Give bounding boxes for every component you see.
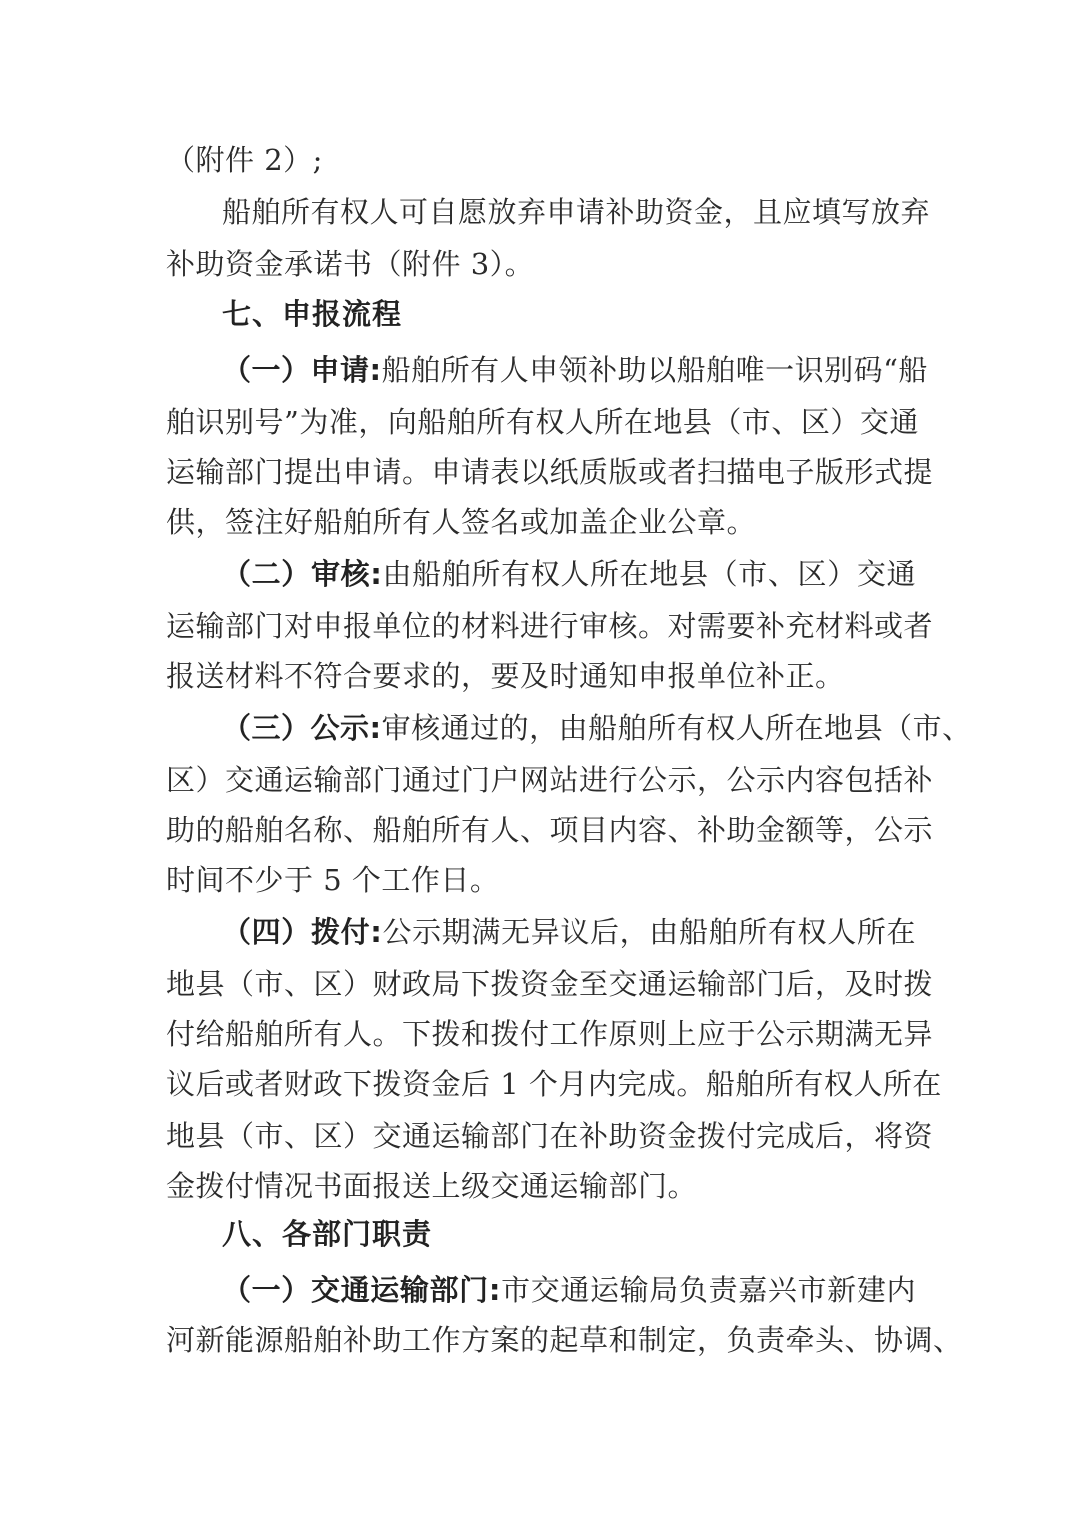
- heading-text: 七、申报流程: [222, 297, 403, 331]
- item-lead: （四）拨付:: [222, 915, 383, 949]
- text-line: [166, 1162, 916, 1210]
- item-lead: （二）审核:: [222, 557, 383, 591]
- line-text: 地县（市、区）财政局下拨资金至交通运输部门后，及时拨: [166, 967, 934, 1001]
- line-text: 船舶所有人申领补助以船舶唯一识别码“船: [381, 353, 928, 387]
- line-text: 金拨付情况书面报送上级交通运输部门。: [166, 1169, 698, 1203]
- text-line: [166, 240, 916, 288]
- line-text: 地县（市、区）交通运输部门在补助资金拨付完成后，将资: [166, 1119, 934, 1153]
- text-line: [166, 652, 916, 700]
- text-line: [166, 806, 934, 854]
- line-text: 付给船舶所有人。下拨和拨付工作原则上应于公示期满无异: [166, 1017, 934, 1051]
- text-line: [166, 602, 934, 650]
- text-line: [166, 1112, 934, 1160]
- line-text: 区）交通运输部门通过门户网站进行公示，公示内容包括补: [166, 763, 934, 797]
- line-text: 助的船舶名称、船舶所有人、项目内容、补助金额等，公示: [166, 813, 934, 847]
- line-text: 审核通过的，由船舶所有权人所在地县（市、: [381, 711, 972, 745]
- line-text: 由船舶所有权人所在地县（市、区）交通: [382, 557, 916, 591]
- text-line: [166, 448, 934, 496]
- line-text: 运输部门提出申请。申请表以纸质版或者扫描电子版形式提: [166, 455, 934, 489]
- item-lead: （三）公示:: [222, 711, 382, 745]
- text-line: [222, 908, 916, 956]
- heading-text: 八、各部门职责: [222, 1217, 433, 1251]
- text-line: [222, 550, 916, 598]
- line-text: 时间不少于 5 个工作日。: [166, 863, 500, 897]
- line-text: 报送材料不符合要求的，要及时通知申报单位补正。: [166, 659, 845, 693]
- line-text: 议后或者财政下拨资金后 1 个月内完成。船舶所有权人所在: [166, 1067, 942, 1101]
- line-text: 船舶所有权人可自愿放弃申请补助资金，且应填写放弃: [222, 195, 931, 229]
- line-text: （附件 2）;: [166, 143, 323, 177]
- line-text: 河新能源船舶补助工作方案的起草和制定，负责牵头、协调、: [166, 1323, 963, 1357]
- text-line: [166, 960, 934, 1008]
- text-line: [166, 398, 919, 446]
- item-lead: （一）交通运输部门:: [222, 1273, 501, 1307]
- text-line: [166, 1060, 942, 1108]
- text-line: [222, 704, 972, 752]
- line-text: 公示期满无异议后，由船舶所有权人所在: [382, 915, 916, 949]
- text-line: [166, 498, 916, 546]
- section-heading-seven: [222, 290, 916, 338]
- text-line: [222, 346, 928, 394]
- line-text: 市交通运输局负责嘉兴市新建内: [500, 1273, 916, 1307]
- text-line: [166, 1316, 963, 1364]
- text-line: [166, 756, 934, 804]
- line-text: 供，签注好船舶所有人签名或加盖企业公章。: [166, 505, 757, 539]
- line-text: 补助资金承诺书（附件 3）。: [166, 247, 535, 281]
- line-text: 运输部门对申报单位的材料进行审核。对需要补充材料或者: [166, 609, 934, 643]
- text-line: [166, 856, 916, 904]
- text-line: [166, 1010, 934, 1058]
- text-line: [222, 188, 931, 236]
- text-line: [166, 136, 916, 184]
- line-text: 舶识别号”为准，向船舶所有权人所在地县（市、区）交通: [166, 405, 919, 439]
- section-heading-eight: [222, 1210, 916, 1258]
- item-lead: （一）申请:: [222, 353, 382, 387]
- text-line: [222, 1266, 916, 1314]
